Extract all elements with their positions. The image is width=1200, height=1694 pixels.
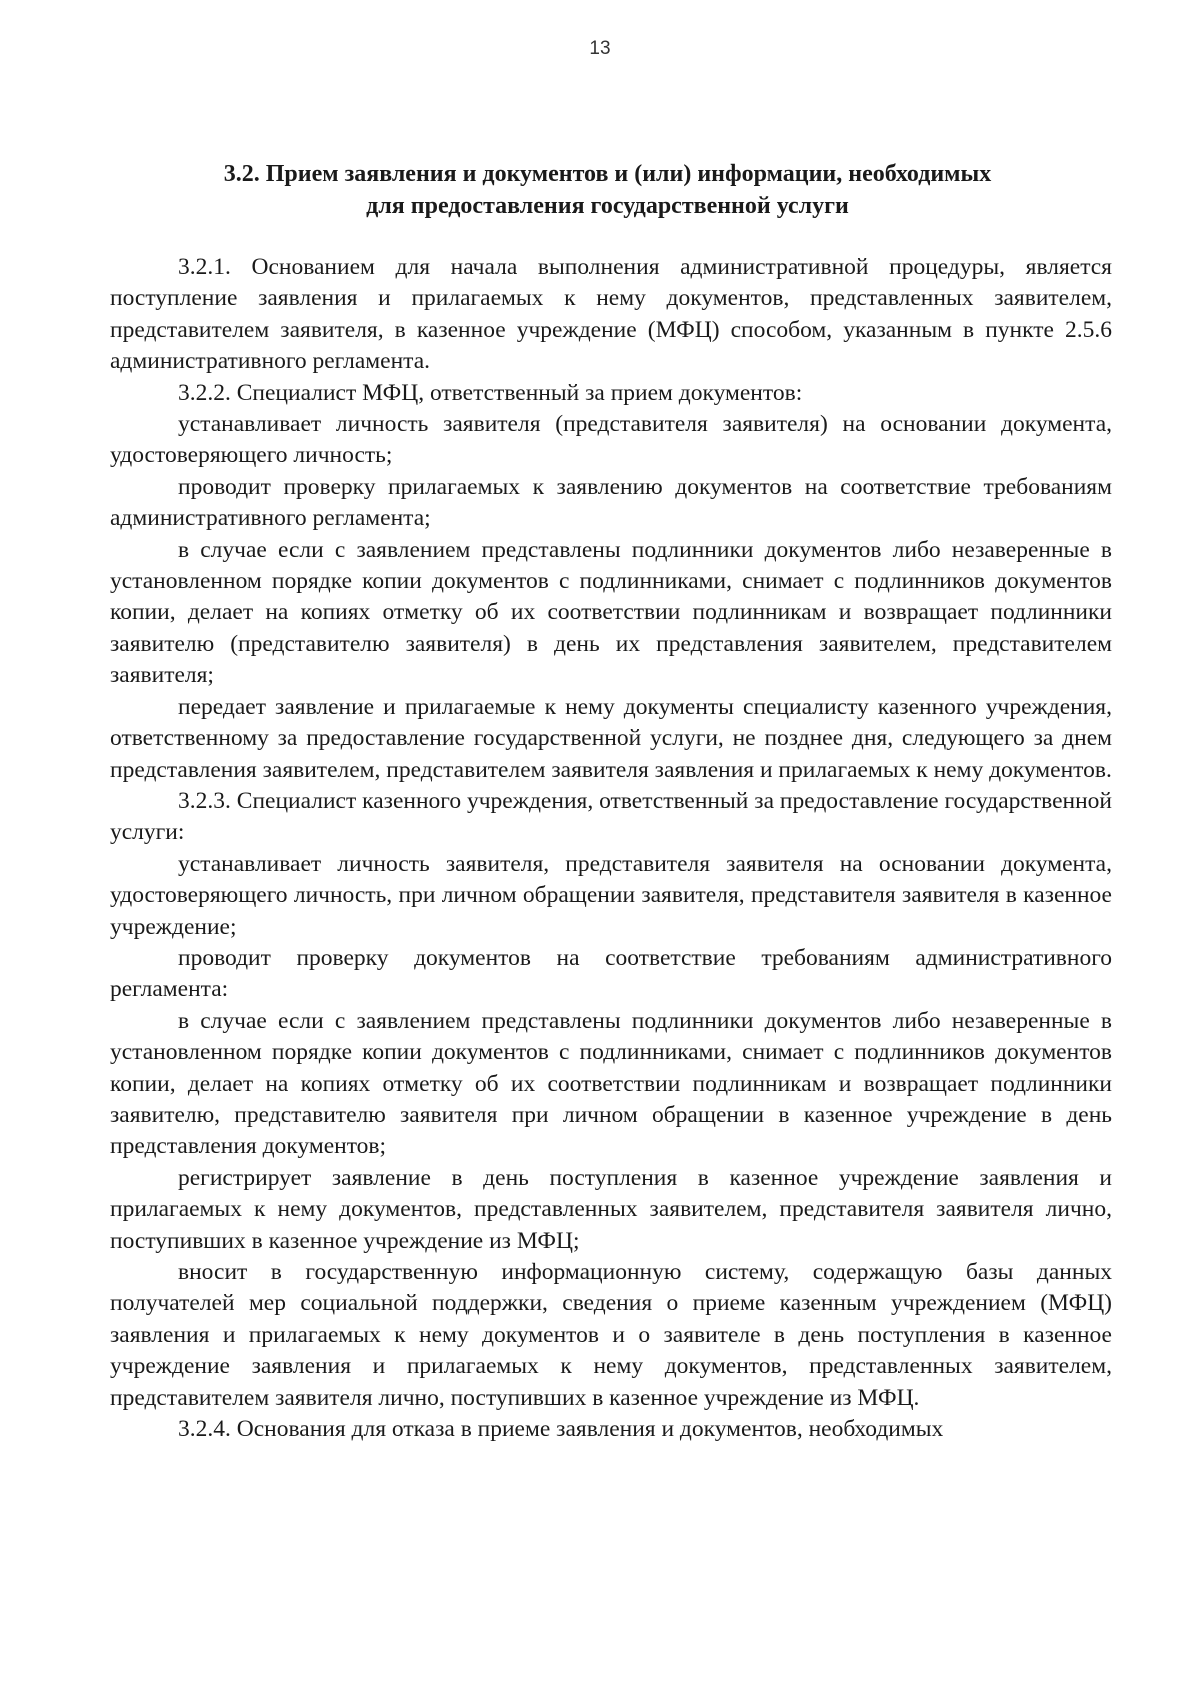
- page-number: 13: [589, 38, 611, 59]
- section-heading-line-1: 3.2. Прием заявления и документов и (или) информации, необходимых: [223, 161, 992, 187]
- paragraph-3-2-2: 3.2.2. Специалист МФЦ, ответственный за прием документов:: [178, 379, 803, 406]
- section-heading: [110, 158, 1105, 222]
- paragraph-documents-check: проводит проверку прилагаемых к заявлению документов на соответствие требованиям административного регламента;: [110, 473, 1112, 532]
- section-heading-line-2: для предоставления государственной услуги: [366, 193, 849, 219]
- paragraph-3-2-3: 3.2.3. Специалист казенного учреждения, ответственный за предоставление государственной услуги:: [110, 787, 1112, 846]
- paragraph-3-2-1: 3.2.1. Основанием для начала выполнения административной процедуры, является поступление заявления и прилагаемых к нему документов, представленных заявителем, представителем заявителя, в казенное учреждение (МФЦ) способом, указанным в пункте 2.5.6 административного регламента.: [110, 254, 1112, 375]
- paragraph-copies-2: в случае если с заявлением представлены подлинники документов либо незаверенные в установленном порядке копии документов с подлинниками, снимает с подлинников документов копии, делает на копиях отметку об их соответствии подлинникам и возвращает подлинники заявителю, представителю заявителя при личном обращении в казенное учреждение в день представления документов;: [110, 1007, 1112, 1160]
- paragraph-documents-check-2: проводит проверку документов на соответствие требованиям административного регламента:: [110, 944, 1112, 1003]
- paragraph-identity-check: устанавливает личность заявителя (представителя заявителя) на основании документа, удостоверяющего личность;: [110, 411, 1112, 469]
- paragraph-information-system: вносит в государственную информационную систему, содержащую базы данных получателей мер социальной поддержки, сведения о приеме казенным учреждением (МФЦ) заявления и прилагаемых к нему документов и о заявителе в день поступления в казенное учреждение заявления и прилагаемых к нему документов, представленных заявителем, представителем заявителя лично, поступивших в казенное учреждение из МФЦ.: [110, 1259, 1112, 1411]
- paragraph-registration: регистрирует заявление в день поступления в казенное учреждение заявления и прилагаемых к нему документов, представленных заявителем, представителя заявителя лично, поступивших в казенное учреждение из МФЦ;: [110, 1164, 1112, 1254]
- document-body: [110, 252, 1112, 1445]
- paragraph-identity-check-2: устанавливает личность заявителя, представителя заявителя на основании документа, удостоверяющего личность, при личном обращении заявителя, представителя заявителя в казенное учреждение;: [110, 850, 1112, 940]
- paragraph-transfer: передает заявление и прилагаемые к нему документы специалисту казенного учреждения, ответственному за предоставление государственной услуги, не позднее дня, следующего за днем представления заявителем, представителем заявителя заявления и прилагаемых к нему документов.: [110, 693, 1112, 783]
- paragraph-copies: в случае если с заявлением представлены подлинники документов либо незаверенные в установленном порядке копии документов с подлинниками, снимает с подлинников документов копии, делает на копиях отметку об их соответствии подлинникам и возвращает подлинники заявителю (представителю заявителя) в день их представления заявителем, представителем заявителя;: [110, 536, 1112, 689]
- paragraph-3-2-4: 3.2.4. Основания для отказа в приеме заявления и документов, необходимых: [178, 1416, 944, 1443]
